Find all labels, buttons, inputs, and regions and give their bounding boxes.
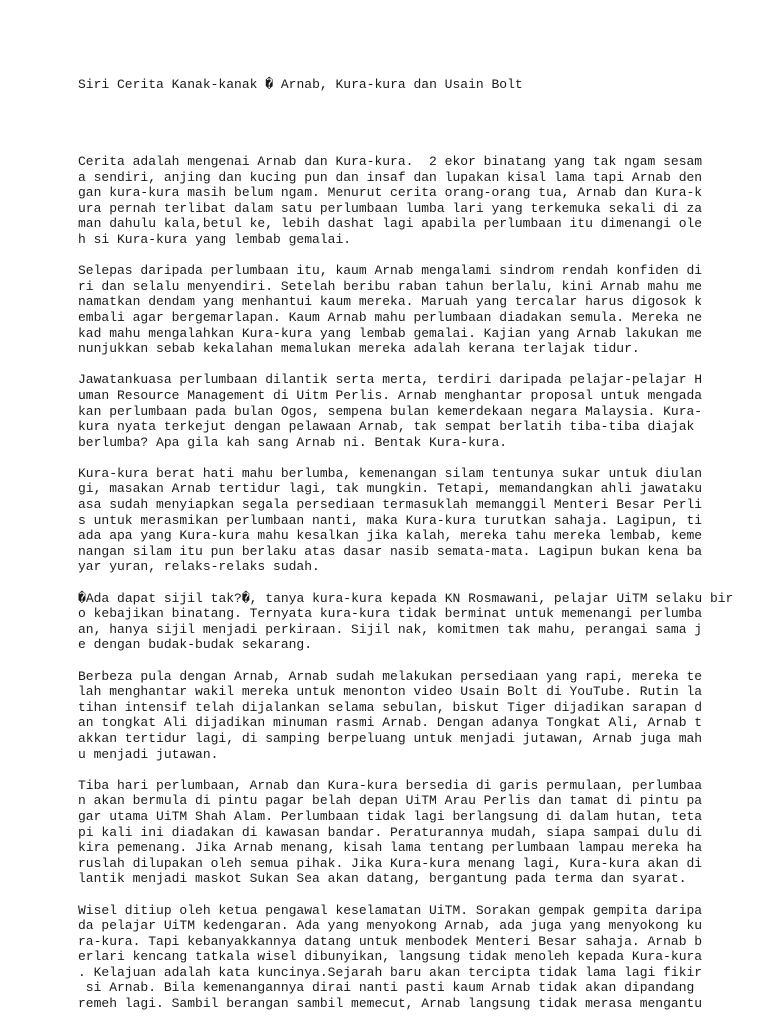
text-line: n akan bermula di pintu pagar belah depan UiTM Arau Perlis dan tamat di pintu pa (78, 793, 703, 809)
text-line: . Kelajuan adalah kata kuncinya.Sejarah baru akan tercipta tidak lama lagi fikir (78, 964, 703, 980)
text-line: Selepas daripada perlumbaan itu, kaum Arnab mengalami sindrom rendah konfiden di (78, 263, 703, 279)
text-line: Kura-kura berat hati mahu berlumba, kemenangan silam tentunya sukar untuk diulan (78, 465, 703, 481)
text-line: an, hanya sijil menjadi perkiraan. Sijil nak, komitmen tak mahu, perangai sama j (78, 621, 703, 637)
text-line: akkan tertidur lagi, di samping berpeluang untuk menjadi jutawan, Arnab juga mah (78, 730, 703, 746)
text-line: s untuk merasmikan perlumbaan nanti, maka Kura-kura turutkan sahaja. Lagipun, ti (78, 512, 703, 528)
text-line: Jawatankuasa perlumbaan dilantik serta merta, terdiri daripada pelajar-pelajar H (78, 372, 703, 388)
paragraph (78, 591, 758, 653)
text-line: nunjukkan sebab kekalahan memalukan mereka adalah kerana terlajak tidur. (78, 341, 640, 357)
text-line: a sendiri, anjing dan kucing pun dan insaf dan lupakan kisal lama tapi Arnab den (78, 169, 703, 185)
text-line: o kebajikan binatang. Ternyata kura-kura tidak berminat untuk memenangi perlumba (78, 606, 703, 622)
text-line: kura nyata terkejut dengan pelawaan Arnab, tak sempat berlatih tiba-tiba diajak (78, 419, 695, 435)
text-line: Tiba hari perlumbaan, Arnab dan Kura-kura bersedia di garis permulaan, perlumbaa (78, 777, 703, 793)
paragraph (78, 372, 758, 450)
text-line: remeh lagi. Sambil berangan sambil memecut, Arnab langsung tidak merasa mengantu (78, 996, 703, 1012)
paragraph (78, 669, 758, 763)
text-line: gi, masakan Arnab tertidur lagi, tak mungkin. Tetapi, memandangkan ahli jawataku (78, 481, 703, 497)
text-line: Berbeza pula dengan Arnab, Arnab sudah melakukan persediaan yang rapi, mereka te (78, 668, 703, 684)
text-line: nangan silam itu pun berlaku atas dasar nasib semata-mata. Lagipun bukan kena ba (78, 543, 703, 559)
text-line: embali agar bergemarlapan. Kaum Arnab mahu perlumbaan diadakan semula. Mereka ne (78, 309, 703, 325)
text-line: an tongkat Ali dijadikan minuman rasmi Arnab. Dengan adanya Tongkat Ali, Arnab t (78, 715, 703, 731)
paragraph (78, 154, 758, 248)
text-line: uman Resource Management di Uitm Perlis. Arnab menghantar proposal untuk mengada (78, 387, 703, 403)
document-title: Siri Cerita Kanak-kanak � Arnab, Kura-kura dan Usain Bolt (78, 77, 523, 92)
text-line: berlumba? Apa gila kah sang Arnab ni. Bentak Kura-kura. (78, 434, 508, 450)
text-line: asa sudah menyiapkan segala persediaan termasuklah memanggil Menteri Besar Perli (78, 497, 703, 513)
text-line: ada apa yang Kura-kura mahu kesalkan jika kalah, mereka tahu mereka lembab, keme (78, 528, 703, 544)
text-line: lah menghantar wakil mereka untuk menonton video Usain Bolt di YouTube. Rutin la (78, 684, 703, 700)
text-line: h si Kura-kura yang lembab gemalai. (78, 231, 352, 247)
text-line: gar utama UiTM Shah Alam. Perlumbaan tidak lagi berlangsung di dalam hutan, teta (78, 808, 703, 824)
document-body (78, 154, 758, 1027)
text-line: man dahulu kala,betul ke, lebih dashat lagi apabila perlumbaan itu dimenangi ole (78, 216, 703, 232)
text-line: erlari kencang tatkala wisel dibunyikan, langsung tidak menoleh kepada Kura-kura (78, 949, 703, 965)
text-line: si Arnab. Bila kemenangannya dirai nanti pasti kaum Arnab tidak akan dipandang (78, 980, 695, 996)
text-line: da pelajar UiTM kedengaran. Ada yang menyokong Arnab, ada juga yang menyokong ku (78, 918, 703, 934)
text-line: pi kali ini diadakan di kawasan bandar. Peraturannya mudah, siapa sampai dulu di (78, 824, 703, 840)
text-line: kad mahu mengalahkan Kura-kura yang lembab gemalai. Kajian yang Arnab lakukan me (78, 325, 703, 341)
paragraph (78, 903, 758, 1012)
text-line: namatkan dendam yang menhantui kaum mereka. Maruah yang tercalar harus digosok k (78, 294, 703, 310)
text-line: �Ada dapat sijil tak?�, tanya kura-kura kepada KN Rosmawani, pelajar UiTM selaku bir (78, 590, 734, 606)
text-line: kan perlumbaan pada bulan Ogos, sempena bulan kemerdekaan negara Malaysia. Kura- (78, 403, 703, 419)
text-line: ri dan selalu menyendiri. Setelah beribu raban tahun berlalu, kini Arnab mahu me (78, 278, 703, 294)
text-line: u menjadi jutawan. (78, 746, 219, 762)
text-line: ruslah dilupakan oleh semua pihak. Jika Kura-kura menang lagi, Kura-kura akan di (78, 855, 703, 871)
text-line: tihan intensif telah dijalankan selama sebulan, biskut Tiger dijadikan sarapan d (78, 699, 703, 715)
text-line: ura pernah terlibat dalam satu perlumbaan lumba lari yang terkemuka sekali di za (78, 200, 703, 216)
text-line: e dengan budak-budak sekarang. (78, 637, 313, 653)
text-line: yar yuran, relaks-relaks sudah. (78, 559, 320, 575)
text-line: Cerita adalah mengenai Arnab dan Kura-kura. 2 ekor binatang yang tak ngam sesam (78, 154, 703, 169)
paragraph (78, 263, 758, 357)
text-line: lantik menjadi maskot Sukan Sea akan datang, bergantung pada terma dan syarat. (78, 871, 687, 887)
paragraph (78, 778, 758, 887)
text-line: Wisel ditiup oleh ketua pengawal keselamatan UiTM. Sorakan gempak gempita daripa (78, 902, 703, 918)
text-line: ra-kura. Tapi kebanyakkannya datang untuk menbodek Menteri Besar sahaja. Arnab b (78, 933, 703, 949)
paragraph (78, 466, 758, 575)
text-line: gan kura-kura masih belum ngam. Menurut cerita orang-orang tua, Arnab dan Kura-k (78, 185, 703, 201)
text-line: kira pemenang. Jika Arnab menang, kisah lama tentang perlumbaan lampau mereka ha (78, 840, 703, 856)
